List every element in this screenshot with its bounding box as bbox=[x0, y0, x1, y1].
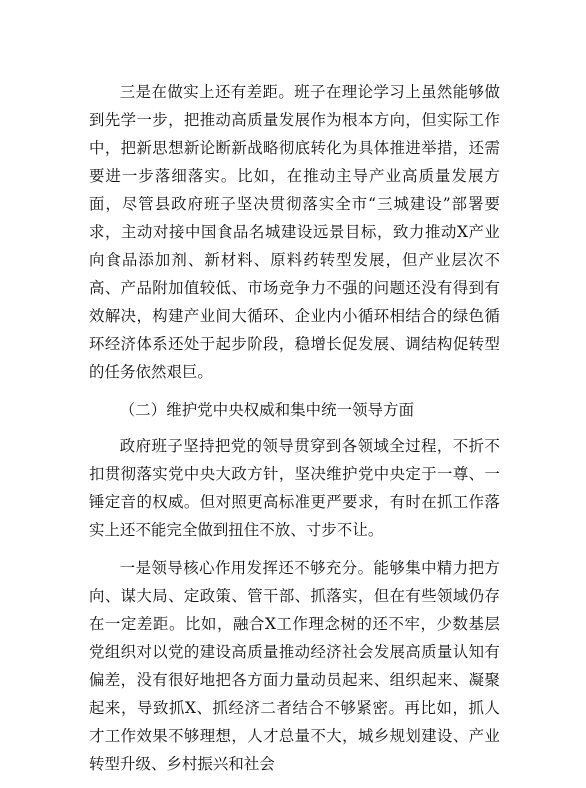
paragraph-first-leadership: 一是领导核心作用发挥还不够充分。能够集中精力把方向、谋大局、定政策、管干部、抓落实，但在有些领域仍存在一定差距。比如，融合X工作理念树的还不牢，少数基层党组织对以党的建设高质量推动经济社会发展高质量认知有偏差，没有很好地把各方面力量动员起来、组织起来、凝聚起来，导致抓X、抓经济二者结合不够紧密。再比如，抓人才工作效果不够理想，人才总量不大，城乡规划建设、产业转型升级、乡村振兴和社会 bbox=[89, 559, 500, 773]
paragraph-third-gap: 三是在做实上还有差距。班子在理论学习上虽然能够做到先学一步，把推动高质量发展作为根本方向，但实际工作中，把新思想新论断新战略彻底转化为具体推进举措，还需要进一步落细落实。比如，在推动主导产业高质量发展方面，尽管县政府班子坚决贯彻落实全市“三城建设”部署要求，主动对接中国食品名城建设远景目标，致力推动X产业向食品添加剂、新材料、原料药转型发展，但产业层次不高、产品附加值较低、市场竞争力不强的问题还没有得到有效解决，构建产业间大循环、企业内小循环相结合的绿色循环经济体系还处于起步阶段，稳增长促发展、调结构促转型的任务依然艰巨。 bbox=[89, 83, 500, 381]
document-body bbox=[89, 78, 500, 788]
paragraph-government-team: 政府班子坚持把党的领导贯穿到各领域全过程，不折不扣贯彻落实党中央大政方针，坚决维护党中央定于一尊、一锤定音的权威。但对照更高标准更严要求，有时在抓工作落实上还不能完全做到扭住不放、寸步不让。 bbox=[89, 437, 500, 539]
section-heading: （二）维护党中央权威和集中统一领导方面 bbox=[119, 401, 415, 419]
